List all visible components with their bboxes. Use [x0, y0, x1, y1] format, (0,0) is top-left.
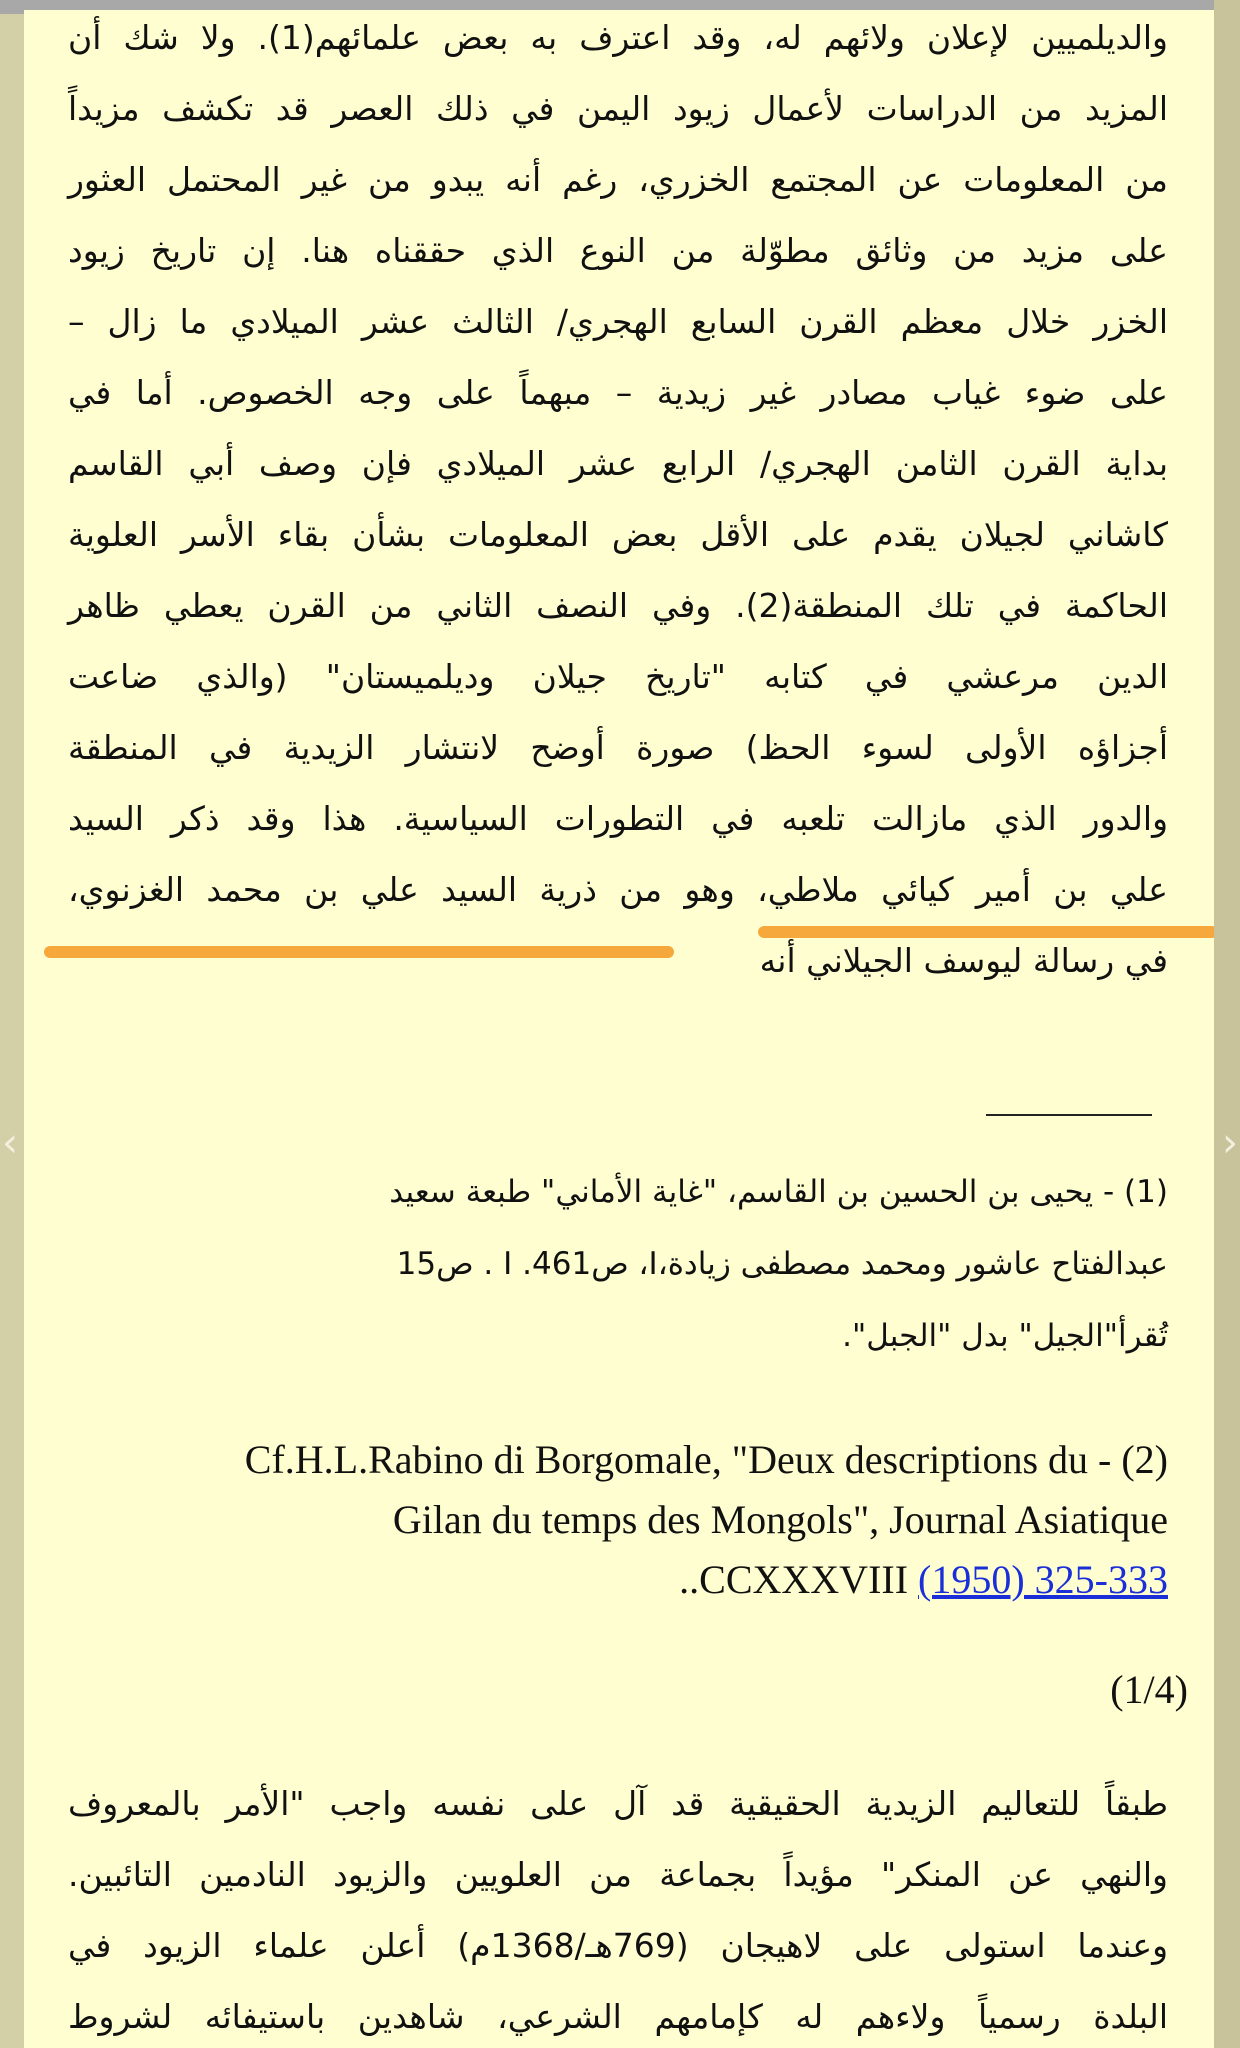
- footnote-1: [68, 1156, 1168, 1372]
- text-line: والدور الذي مازالت تلعبه في التطورات السياسية. هذا وقد ذكر السيد: [68, 799, 1168, 838]
- text-line: البلدة رسمياً ولاءهم له كإمامهم الشرعي، شاهدين باستيفائه لشروط: [68, 1997, 1168, 2036]
- text-line: من المعلومات عن المجتمع الخزري، رغم أنه يبدو من غير المحتمل العثور: [68, 160, 1168, 199]
- footnote-line: Gilan du temps des Mongols", Journal Asiatique: [392, 1497, 1168, 1542]
- footnote-ref-prefix: ..CCXXXVIII: [679, 1557, 919, 1602]
- footnote-2: [68, 1430, 1168, 1610]
- text-line: وعندما استولى على لاهيجان (769هـ/1368م) أعلن علماء الزيود في: [68, 1926, 1169, 1965]
- text-line: في رسالة ليوسف الجيلاني أنه: [759, 941, 1168, 980]
- highlight-mark[interactable]: [44, 946, 674, 958]
- citation-link[interactable]: (1950) 325-333: [918, 1557, 1168, 1602]
- footnote-line: عبدالفتاح عاشور ومحمد مصطفى زيادة،I، ص461. I . ص15: [396, 1246, 1168, 1282]
- highlight-mark[interactable]: [758, 926, 1214, 938]
- page-edge: [1214, 0, 1240, 2048]
- text-line: على مزيد من وثائق مطوّلة من النوع الذي حققناه هنا. إن تاريخ زيود: [68, 231, 1168, 270]
- text-line: الخزر خلال معظم القرن السابع الهجري/ الثالث عشر الميلادي ما زال –: [68, 302, 1168, 341]
- previous-page-arrow-icon[interactable]: ‹: [2, 1120, 18, 1166]
- text-line: والنهي عن المنكر" مؤيداً بجماعة من العلويين والزيود النادمين التائبين.: [68, 1855, 1168, 1894]
- text-line: والديلميين لإعلان ولائهم له، وقد اعترف به بعض علمائهم(1). ولا شك أن: [68, 18, 1168, 57]
- text-line: الحاكمة في تلك المنطقة(2). وفي النصف الثاني من القرن يعطي ظاهر: [68, 586, 1168, 625]
- body-text-continued: [68, 1768, 1168, 2048]
- text-line: أجزاؤه الأولى لسوء الحظ) صورة أوضح لانتشار الزيدية في المنطقة: [68, 728, 1168, 767]
- text-line: طبقاً للتعاليم الزيدية الحقيقية قد آل على نفسه واجب "الأمر بالمعروف: [68, 1784, 1168, 1823]
- next-page-arrow-icon[interactable]: ›: [1222, 1120, 1238, 1166]
- footnote-separator: [986, 1114, 1152, 1116]
- footnote-line: Cf.H.L.Rabino di Borgomale, "Deux descriptions du - (2): [244, 1437, 1168, 1482]
- page-number: (1/4): [1110, 1667, 1188, 1712]
- text-line: كاشاني لجيلان يقدم على الأقل بعض المعلومات بشأن بقاء الأسر العلوية: [68, 515, 1168, 554]
- footnote-line: [68, 1550, 1168, 1610]
- text-line: على ضوء غياب مصادر غير زيدية – مبهماً على وجه الخصوص. أما في: [68, 373, 1168, 412]
- text-line: بداية القرن الثامن الهجري/ الرابع عشر الميلادي فإن وصف أبي القاسم: [68, 444, 1168, 483]
- footnote-line: (1) - يحيى بن الحسين بن القاسم، "غاية الأماني" طبعة سعيد: [389, 1174, 1168, 1210]
- footnote-line: تُقرأ"الجيل" بدل "الجبل".: [842, 1318, 1168, 1354]
- text-line-highlighted[interactable]: علي بن أمير كيائي ملاطي، وهو من ذرية السيد علي بن محمد الغزنوي،: [68, 870, 1168, 909]
- text-line: المزيد من الدراسات لأعمال زيود اليمن في ذلك العصر قد تكشف مزيداً: [68, 89, 1168, 128]
- body-text: [68, 10, 1168, 996]
- document-page: [24, 10, 1214, 2048]
- text-line: الدين مرعشي في كتابه "تاريخ جيلان وديلميستان" (والذي ضاعت: [68, 657, 1168, 696]
